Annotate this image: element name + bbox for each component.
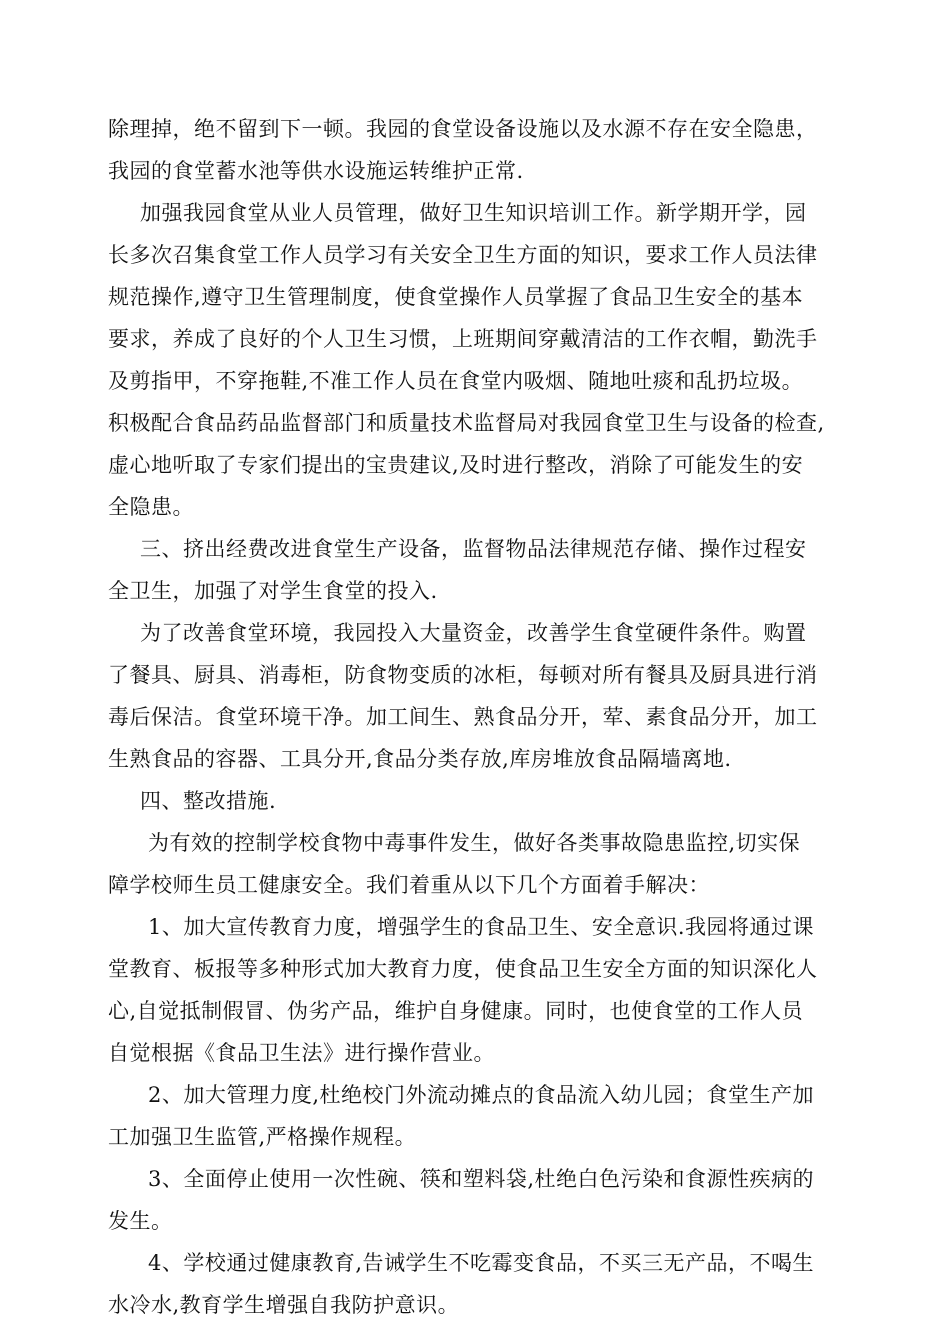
text-line: 发生。 (108, 1209, 173, 1233)
section-heading-three: 三、挤出经费改进食堂生产设备，监督物品法律规范存储、操作过程安 (140, 537, 807, 561)
paragraph-start-line: 为了改善食堂环境，我园投入大量资金，改善学生食堂硬件条件。购置 (140, 621, 807, 645)
text-line: 及剪指甲，不穿拖鞋,不准工作人员在食堂内吸烟、随地吐痰和乱扔垃圾。 (108, 369, 804, 393)
text-line: 自觉根据《食品卫生法》进行操作营业。 (108, 1041, 495, 1065)
text-line: 水冷水,教育学生增强自我防护意识。 (108, 1293, 460, 1317)
paragraph-start-line: 为有效的控制学校食物中毒事件发生，做好各类事故隐患监控,切实保 (148, 831, 801, 855)
section-heading-four: 四、整改措施. (140, 789, 277, 813)
paragraph-start-line: 加强我园食堂从业人员管理，做好卫生知识培训工作。新学期开学，园 (140, 201, 807, 225)
text-line: 全隐患。 (108, 495, 194, 519)
text-line: 要求，养成了良好的个人卫生习惯，上班期间穿戴清洁的工作衣帽，勤洗手 (108, 327, 818, 351)
text-line: 心,自觉抵制假冒、伪劣产品，维护自身健康。同时，也使食堂的工作人员 (108, 999, 804, 1023)
text-line: 了餐具、厨具、消毒柜，防食物变质的冰柜，每顿对所有餐具及厨具进行消 (108, 663, 818, 687)
list-item-1: 1、加大宣传教育力度，增强学生的食品卫生、安全意识.我园将通过课 (148, 915, 815, 939)
text-line: 除理掉，绝不留到下一顿。我园的食堂设备设施以及水源不存在安全隐患， (108, 117, 818, 141)
text-line: 规范操作,遵守卫生管理制度，使食堂操作人员掌握了食品卫生安全的基本 (108, 285, 804, 309)
list-item-3: 3、全面停止使用一次性碗、筷和塑料袋,杜绝白色污染和食源性疾病的 (148, 1167, 815, 1191)
text-line: 障学校师生员工健康安全。我们着重从以下几个方面着手解决： (108, 873, 710, 897)
text-line: 长多次召集食堂工作人员学习有关安全卫生方面的知识，要求工作人员法律 (108, 243, 818, 267)
text-line: 全卫生，加强了对学生食堂的投入. (108, 579, 438, 603)
text-line: 毒后保洁。食堂环境干净。加工间生、熟食品分开，荤、素食品分开，加工 (108, 705, 818, 729)
text-line: 我园的食堂蓄水池等供水设施运转维护正常. (108, 159, 524, 183)
text-line: 工加强卫生监管,严格操作规程。 (108, 1125, 417, 1149)
list-item-2: 2、加大管理力度,杜绝校门外流动摊点的食品流入幼儿园；食堂生产加 (148, 1083, 815, 1107)
list-item-4: 4、学校通过健康教育,告诫学生不吃霉变食品，不买三无产品，不喝生 (148, 1251, 815, 1275)
text-line: 虚心地听取了专家们提出的宝贵建议,及时进行整改，消除了可能发生的安 (108, 453, 804, 477)
text-line: 积极配合食品药品监督部门和质量技术监督局对我园食堂卫生与设备的检查, (108, 411, 825, 435)
text-line: 生熟食品的容器、工具分开,食品分类存放,库房堆放食品隔墙离地. (108, 747, 732, 771)
text-line: 堂教育、板报等多种形式加大教育力度，使食品卫生安全方面的知识深化人 (108, 957, 818, 981)
